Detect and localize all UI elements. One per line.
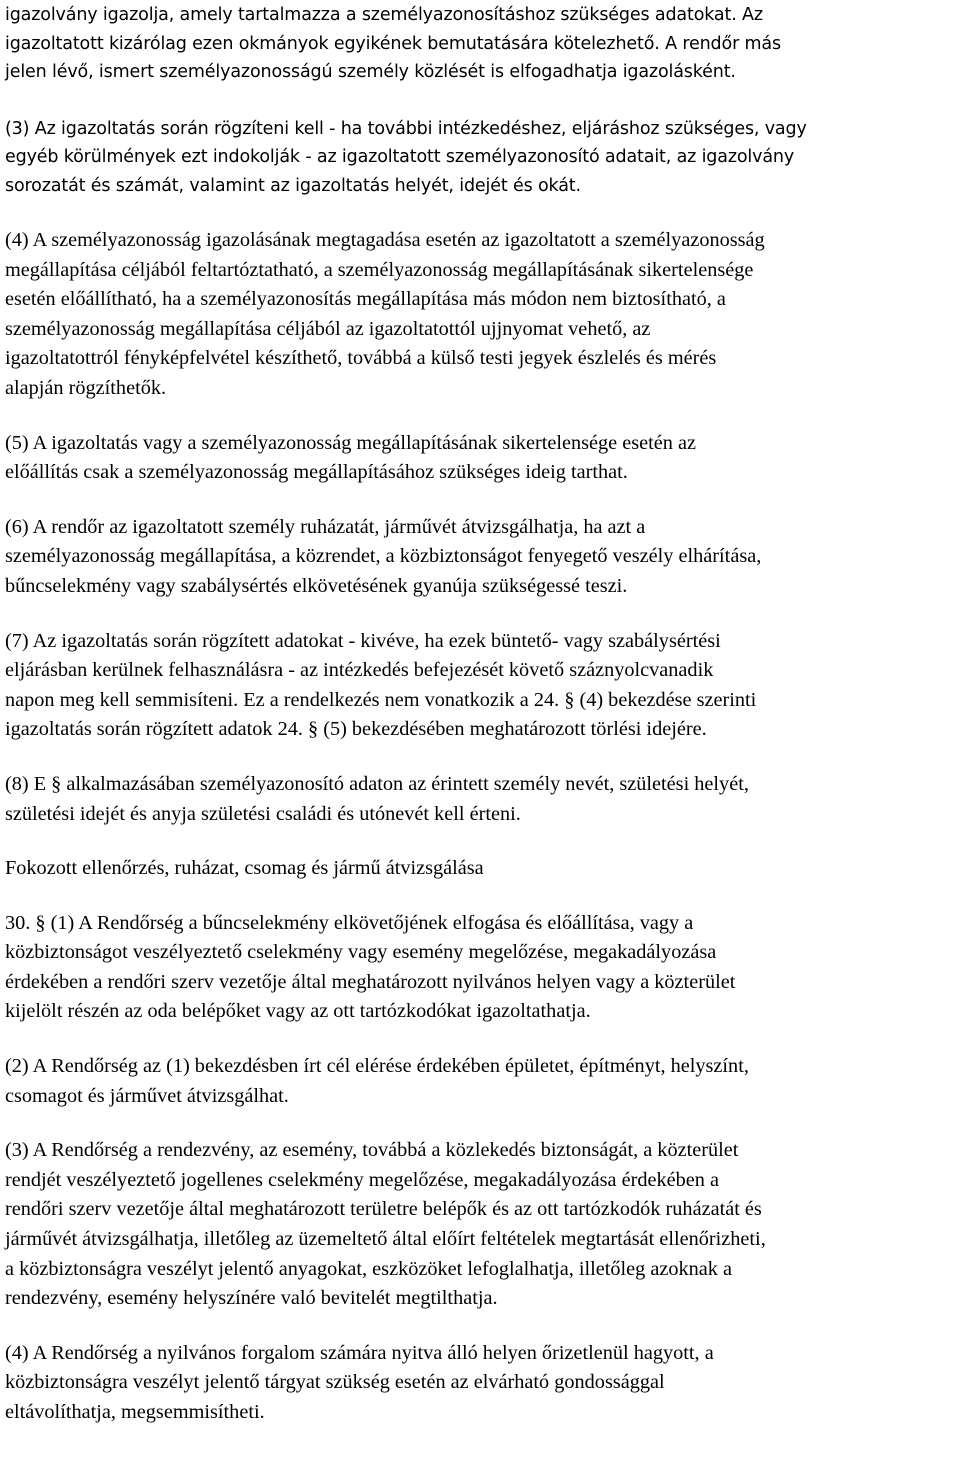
paragraph-5-detention-duration: (5) A igazoltatás vagy a személyazonosság megállapításának sikertelensége esetén az előállítás csak a személyazonosság megállapításához szükséges ideig tarthat. <box>5 431 696 484</box>
paragraph-30-1-identification-check: 30. § (1) A Rendőrség a bűncselekmény elkövetőjének elfogása és előállítása, vagy a közbiztonságot veszélyeztető cselekmény vagy esemény megelőzése, megakadályozása érdekében a rendőri szerv vezetője által meghatározott nyilvános helyen vagy a közterület kijelölt részén az oda belépőket vagy az ott tartózkodókat igazoltathatja. <box>5 911 736 1023</box>
paragraph-4-refusal-of-identification: (4) A személyazonosság igazolásának megtagadása esetén az igazoltatott a személyazonosság megállapítása céljából feltartóztatható, a személyazonosság megállapításának sikertelensége esetén előállítható, ha a személyazonosítás megállapítása más módon nem biztosítható, a személyazonosság megállapítása céljából az igazoltatottól ujjnyomat vehető, az igazoltatottról fényképfelvétel készíthető, továbbá a külső testi jegyek észlelés és mérés alapján rögzíthetők. <box>5 229 765 399</box>
paragraph-6-search-of-clothing-vehicle: (6) A rendőr az igazoltatott személy ruházatát, járművét átvizsgálhatja, ha azt a személyazonosság megállapítása, a közrendet, a közbiztonságot fenyegető veszély elhárítása, bűncselekmény vagy szabálysértés elkövetésének gyanúja szükségessé teszi. <box>5 515 762 597</box>
paragraph-7-data-destruction: (7) Az igazoltatás során rögzített adatokat - kivéve, ha ezek büntető- vagy szabálysértési eljárásban kerülnek felhasználásra - az intézkedés befejezését követő száznyolcvanadik napon meg kell semmisíteni. Ez a rendelkezés nem vonatkozik a 24. § (4) bekezdése szerinti igazoltatás során rögzített adatok 24. § (5) bekezdésében meghatározott törlési idejére. <box>5 629 757 741</box>
paragraph-3-recording-data: (3) Az igazoltatás során rögzíteni kell - ha további intézkedéshez, eljáráshoz szükséges, vagy egyéb körülmények ezt indokolják - az igazoltatott személyazonosító adatait, az igazolvány sorozatát és számát, valamint az igazoltatás helyét, idejét és okát. <box>5 118 807 196</box>
paragraph-30-2-inspection: (2) A Rendőrség az (1) bekezdésben írt cél elérése érdekében épületet, építményt, helyszínt, csomagot és járművet átvizsgálhat. <box>5 1055 749 1107</box>
paragraph-30-4-unattended-objects: (4) A Rendőrség a nyilvános forgalom számára nyitva álló helyen őrizetlenül hagyott, a közbiztonságra veszélyt jelentő tárgyat szükség esetén az elvárható gondossággal eltávolíthatja, megsemmisítheti. <box>5 1341 714 1423</box>
paragraph-id-card-verification: igazolvány igazolja, amely tartalmazza a személyazonosításhoz szükséges adatokat. Az igazoltatott kizárólag ezen okmányok egyikének bemutatására kötelezhető. A rendőr más jelen lévő, ismert személyazonosságú személy közlését is elfogadhatja igazolásként. <box>5 5 781 82</box>
document-page <box>5 0 957 1428</box>
paragraph-8-definition: (8) E § alkalmazásában személyazonosító adaton az érintett személy nevét, születési helyét, születési idejét és anyja születési családi és utónevét kell érteni. <box>5 772 749 825</box>
section-heading: Fokozott ellenőrzés, ruházat, csomag és jármű átvizsgálása <box>5 857 484 880</box>
paragraph-30-3-event-security: (3) A Rendőrség a rendezvény, az esemény, továbbá a közlekedés biztonságát, a közterület rendjét veszélyeztető jogellenes cselekmény megelőzése, megakadályozása érdekében a rendőri szerv vezetője által meghatározott területre belépők és az ott tartózkodók ruházatát és járművét átvizsgálhatja, illetőleg az üzemeltető által előírt feltételek megtartását ellenőrizheti, a közbiztonságra veszélyt jelentő anyagokat, eszközöket lefoglalhatja, illetőleg azoknak a rendezvény, esemény helyszínére való bevitelét megtilthatja. <box>5 1139 766 1310</box>
